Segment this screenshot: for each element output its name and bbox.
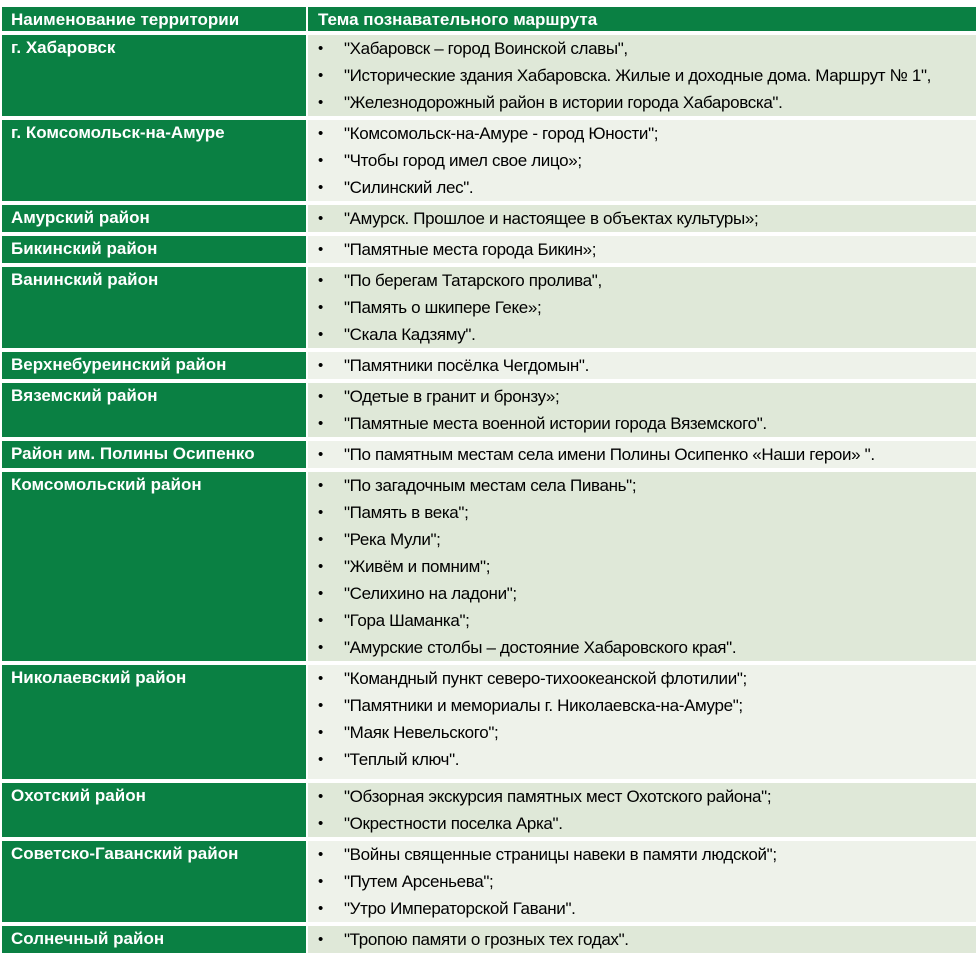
topics-cell — [308, 926, 976, 953]
territory-name: г. Комсомольск-на-Амуре — [2, 120, 308, 201]
topics-list — [308, 205, 976, 232]
topics-list — [308, 383, 976, 437]
topics-list — [308, 926, 976, 953]
table-row — [2, 205, 976, 232]
list-item: • "Чтобы город имел свое лицо»; — [308, 147, 976, 174]
topics-list — [308, 236, 976, 263]
topics-list — [308, 783, 976, 837]
header-row — [2, 7, 976, 31]
territory-name: Солнечный район — [2, 926, 308, 953]
table-row — [2, 383, 976, 437]
topics-cell — [308, 267, 976, 348]
list-item: • "Командный пункт северо-тихоокеанской флотилии"; — [308, 665, 976, 692]
header-territory: Наименование территории — [2, 7, 308, 31]
list-item: • "Путем Арсеньева"; — [308, 868, 976, 895]
list-item: • "Исторические здания Хабаровска. Жилые и доходные дома. Маршрут № 1", — [308, 62, 976, 89]
topics-list — [308, 472, 976, 661]
list-item: • "Памятные места города Бикин»; — [308, 236, 976, 263]
territory-name: Николаевский район — [2, 665, 308, 779]
list-item: • "Железнодорожный район в истории города Хабаровска". — [308, 89, 976, 116]
list-item: • "Одетые в гранит и бронзу»; — [308, 383, 976, 410]
list-item: • "Теплый ключ". — [308, 746, 976, 773]
table-row — [2, 441, 976, 468]
list-item: • "Обзорная экскурсия памятных мест Охотского района"; — [308, 783, 976, 810]
topics-cell — [308, 441, 976, 468]
topics-list — [308, 441, 976, 468]
list-item: • "Живём и помним"; — [308, 553, 976, 580]
table-row — [2, 841, 976, 922]
table-row — [2, 267, 976, 348]
topics-cell — [308, 472, 976, 661]
territory-name: Охотский район — [2, 783, 308, 837]
list-item: • "Утро Императорской Гавани". — [308, 895, 976, 922]
topics-cell — [308, 352, 976, 379]
list-item: • "По берегам Татарского пролива", — [308, 267, 976, 294]
topics-cell — [308, 236, 976, 263]
topics-cell — [308, 783, 976, 837]
territory-name: Советско-Гаванский район — [2, 841, 308, 922]
topics-list — [308, 267, 976, 348]
list-item: • "Тропою памяти о грозных тех годах". — [308, 926, 976, 953]
list-item: • "Амурск. Прошлое и настоящее в объектах культуры»; — [308, 205, 976, 232]
list-item: • "Память о шкипере Геке»; — [308, 294, 976, 321]
table-row — [2, 783, 976, 837]
topics-cell — [308, 841, 976, 922]
topics-list — [308, 120, 976, 201]
list-item: • "Скала Кадзяму". — [308, 321, 976, 348]
table-row — [2, 120, 976, 201]
topics-cell — [308, 665, 976, 779]
table-row — [2, 35, 976, 116]
list-item: • "Гора Шаманка"; — [308, 607, 976, 634]
table-row — [2, 352, 976, 379]
header-topic: Тема познавательного маршрута — [308, 7, 976, 31]
table-row — [2, 236, 976, 263]
table-row — [2, 472, 976, 661]
territory-name: Район им. Полины Осипенко — [2, 441, 308, 468]
list-item: • "Памятники посёлка Чегдомын". — [308, 352, 976, 379]
list-item: • "Памятные места военной истории города Вяземского". — [308, 410, 976, 437]
topics-list — [308, 352, 976, 379]
list-item: • "Войны священные страницы навеки в памяти людской"; — [308, 841, 976, 868]
territory-name: Бикинский район — [2, 236, 308, 263]
topics-list — [308, 35, 976, 116]
territory-name: г. Хабаровск — [2, 35, 308, 116]
list-item: • "Памятники и мемориалы г. Николаевска-на-Амуре"; — [308, 692, 976, 719]
territory-name: Ванинский район — [2, 267, 308, 348]
territory-name: Верхнебуреинский район — [2, 352, 308, 379]
topics-list — [308, 841, 976, 922]
list-item: • "Силинский лес". — [308, 174, 976, 201]
list-item: • "Память в века"; — [308, 499, 976, 526]
table-row — [2, 665, 976, 779]
topics-cell — [308, 35, 976, 116]
list-item: • "Селихино на ладони"; — [308, 580, 976, 607]
territory-name: Вяземский район — [2, 383, 308, 437]
territory-name: Амурский район — [2, 205, 308, 232]
list-item: • "Амурские столбы – достояние Хабаровского края". — [308, 634, 976, 661]
table-row — [2, 926, 976, 953]
list-item: • "Маяк Невельского"; — [308, 719, 976, 746]
list-item: • "По загадочным местам села Пивань"; — [308, 472, 976, 499]
list-item: • "Комсомольск-на-Амуре - город Юности"; — [308, 120, 976, 147]
list-item: • "Река Мули"; — [308, 526, 976, 553]
routes-table — [2, 3, 976, 957]
topics-cell — [308, 383, 976, 437]
list-item: • "Окрестности поселка Арка". — [308, 810, 976, 837]
list-item: • "Хабаровск – город Воинской славы", — [308, 35, 976, 62]
topics-cell — [308, 120, 976, 201]
topics-cell — [308, 205, 976, 232]
list-item: • "По памятным местам села имени Полины Осипенко «Наши герои» ". — [308, 441, 976, 468]
topics-list — [308, 665, 976, 773]
territory-name: Комсомольский район — [2, 472, 308, 661]
